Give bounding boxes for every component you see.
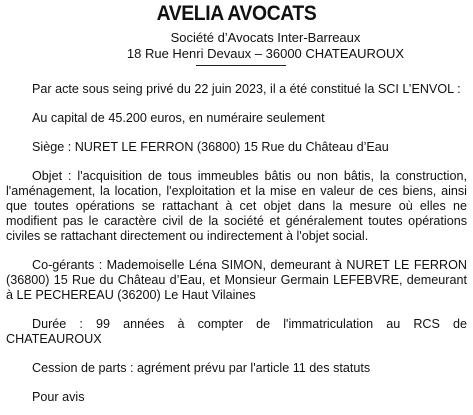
paragraph-pour-avis: Pour avis — [32, 390, 85, 404]
header-divider — [196, 65, 286, 66]
firm-name: AVELIA AVOCATS — [156, 2, 317, 25]
firm-subtitle: Société d’Avocats Inter-Barreaux — [170, 30, 361, 45]
paragraph-objet: Objet : l'acquisition de tous immeubles bâtis ou non bâtis, la construction, l'aménagement, la location, l'exploitation et la mise en valeur de ces biens, ainsi que toutes opérations se rattachant à cet objet dans la mesure où elles ne modifient pas le caractère civil de la société et généralement toutes opérations civiles se rattachant directement ou indirectement à l'objet social. — [6, 169, 467, 243]
paragraph-duree: Durée : 99 années à compter de l'immatriculation au RCS de CHATEAUROUX — [6, 317, 467, 346]
paragraph-siege: Siège : NURET LE FERRON (36800) 15 Rue du Château d’Eau — [32, 140, 389, 154]
firm-address: 18 Rue Henri Devaux – 36000 CHATEAUROUX — [126, 46, 405, 61]
notice-body — [6, 82, 467, 405]
paragraph-capital: Au capital de 45.200 euros, en numéraire seulement — [32, 111, 325, 125]
paragraph-cession: Cession de parts : agrément prévu par l'article 11 des statuts — [32, 361, 371, 375]
notice-header — [6, 0, 467, 66]
paragraph-constitution: Par acte sous seing privé du 22 juin 2023, il a été constitué la SCI L’ENVOL : — [32, 82, 461, 96]
paragraph-co-gerants: Co-gérants : Mademoiselle Léna SIMON, demeurant à NURET LE FERRON (36800) 15 Rue du Château d’Eau, et Monsieur Germain LEFEBVRE, demeurant à LE PECHEREAU (36200) Le Haut Vilaines — [6, 258, 467, 302]
